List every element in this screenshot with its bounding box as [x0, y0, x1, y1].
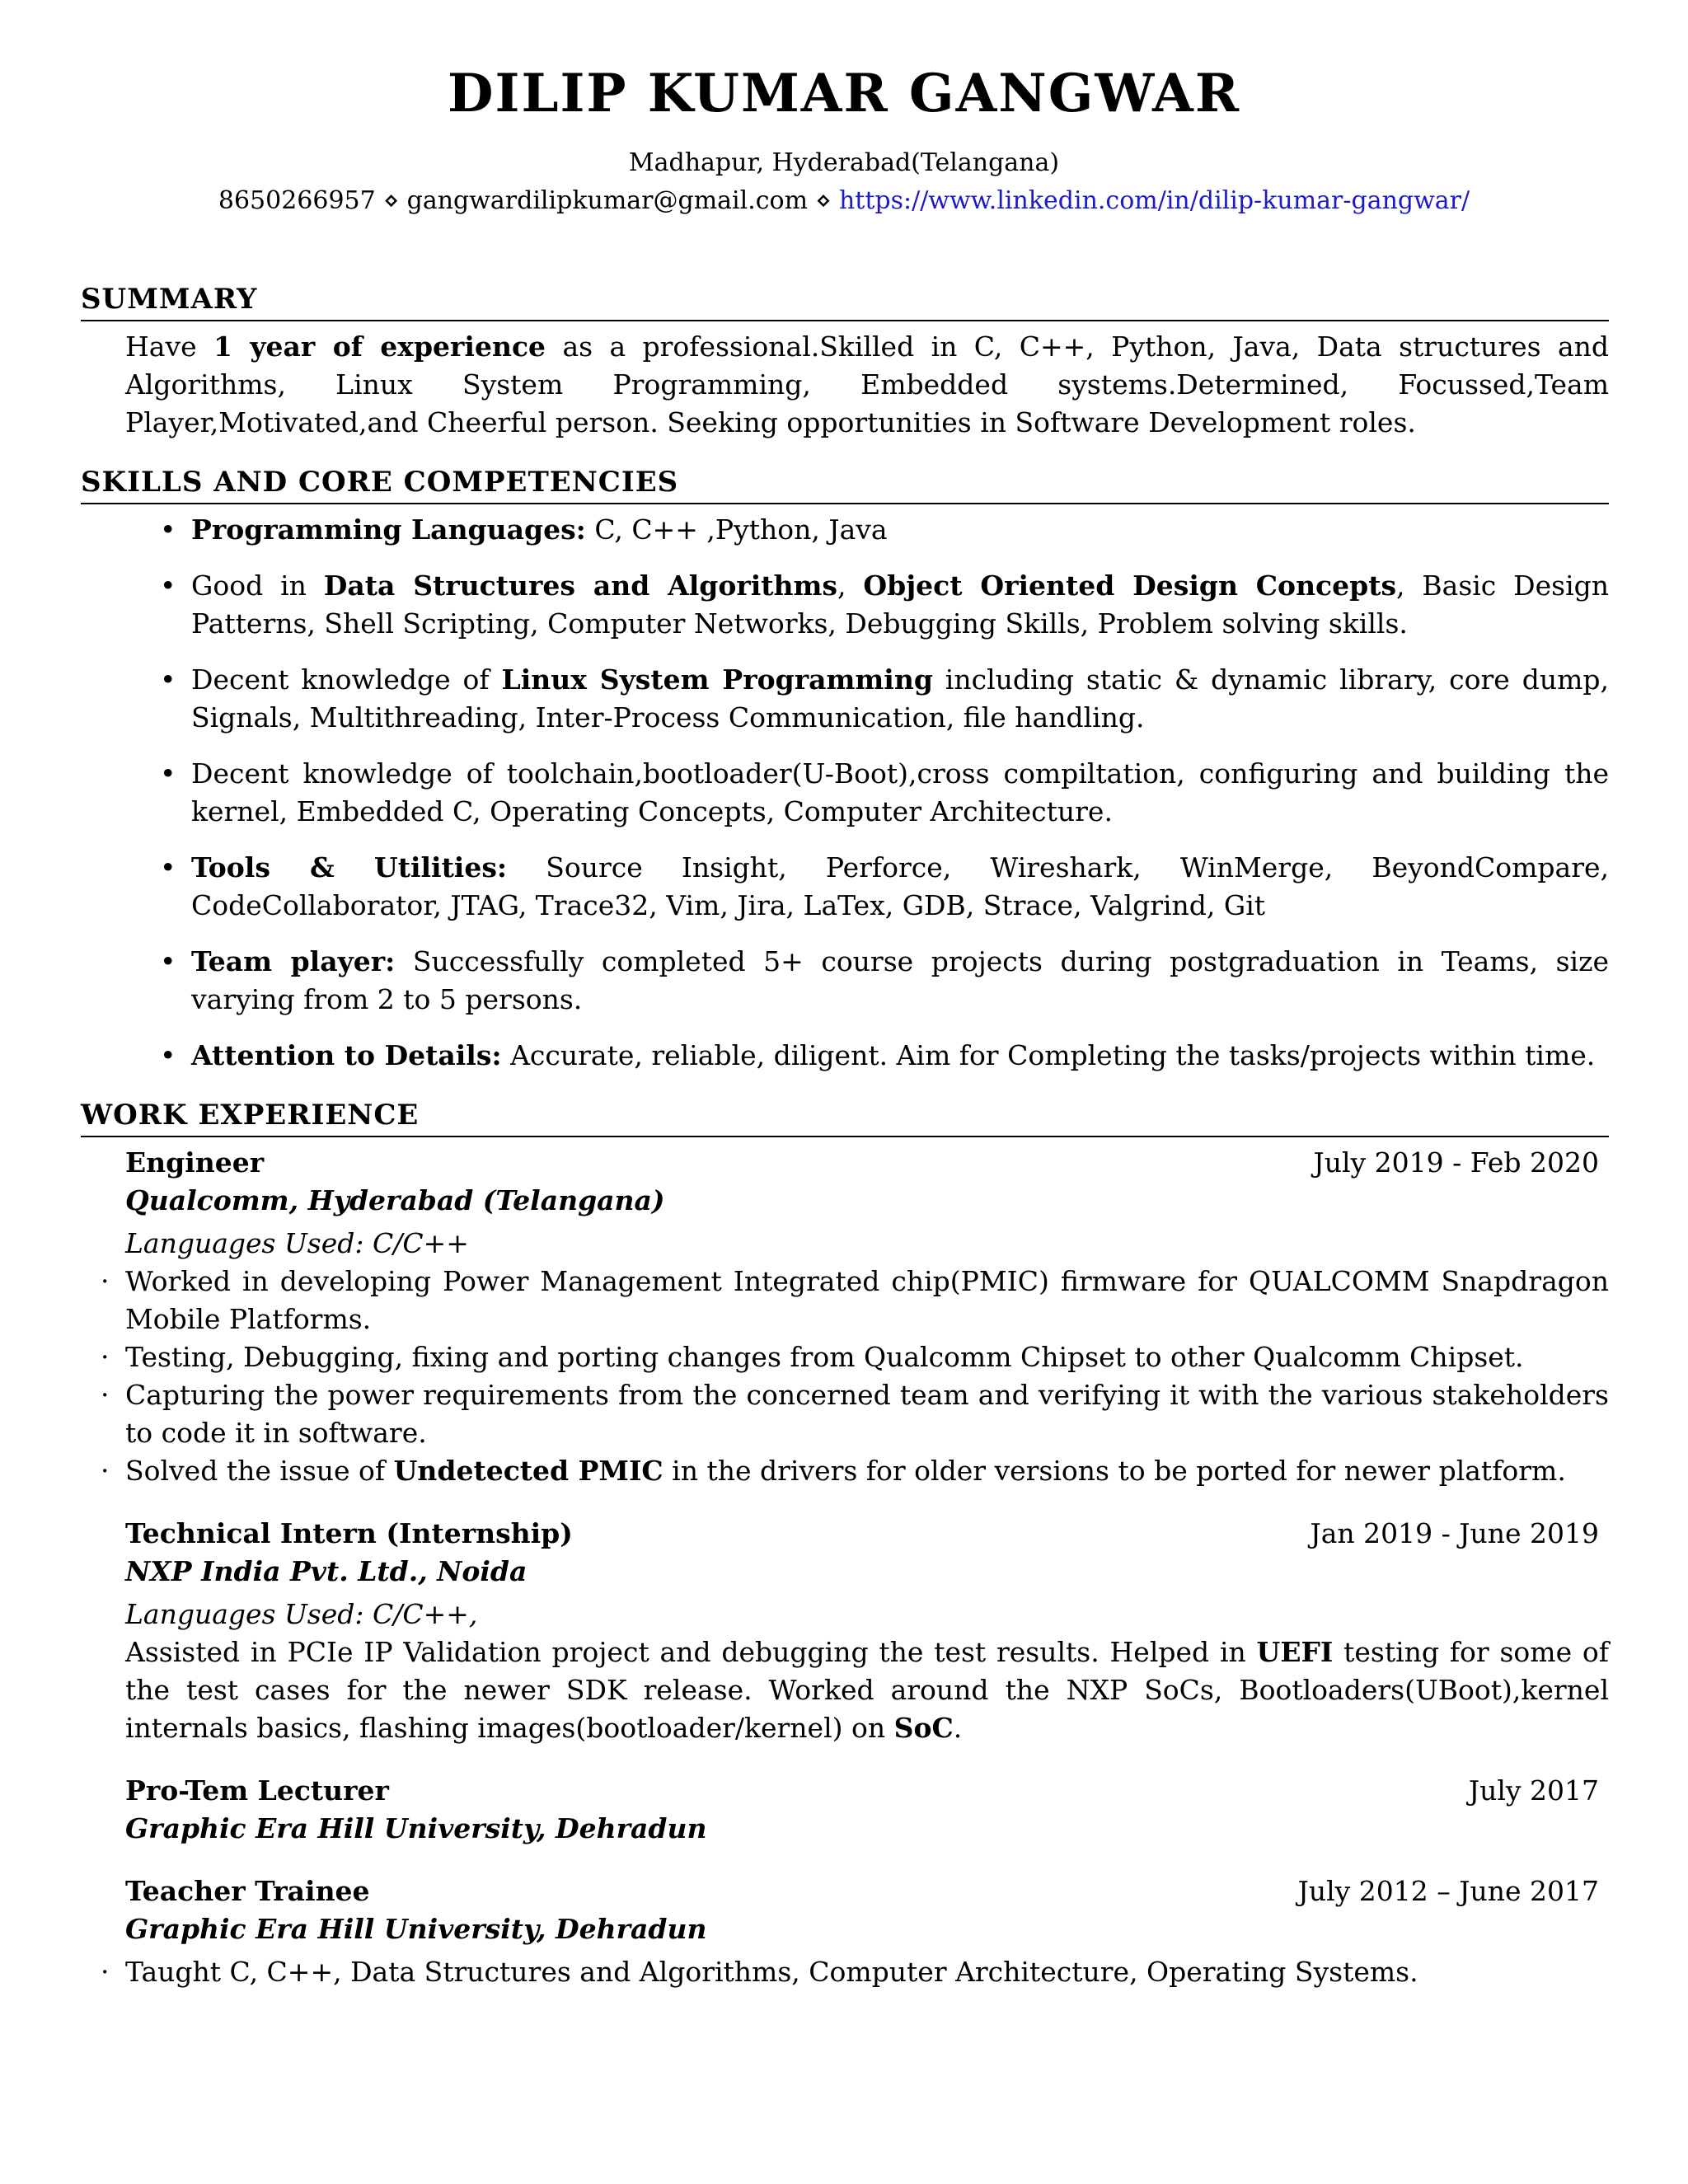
list-item — [191, 1037, 1609, 1075]
text: , — [837, 569, 864, 602]
job-company: Qualcomm, Hyderabad (Telangana) — [125, 1184, 665, 1216]
skills-section — [81, 463, 1609, 1075]
job-entry — [81, 1144, 1609, 1490]
bold-text: SoC — [893, 1712, 954, 1744]
text: as a professional.Skilled in C, C++, Python, Java, Data structures and Algorithms, Linux System Programming, Embedded systems.Determined, Focussed,Team Player,Motivated,and Cheerful person. Seeking opportunities in Software Development roles. — [125, 330, 1609, 438]
email: gangwardilipkumar@gmail.com — [406, 186, 809, 215]
list-item — [191, 567, 1609, 643]
text: Decent knowledge of toolchain,bootloader(U-Boot),cross compiltation, configuring and building the kernel, Embedded C, Operating Concepts, Computer Architecture. — [191, 757, 1609, 827]
job-bullets — [125, 1263, 1609, 1490]
job-title: Technical Intern (Internship) — [125, 1517, 573, 1549]
job-date: Jan 2019 - June 2019 — [1310, 1517, 1599, 1549]
job-date: July 2012 – June 2017 — [1297, 1875, 1599, 1907]
list-item — [191, 943, 1609, 1019]
list-item — [125, 1452, 1609, 1490]
bold-text: Object Oriented Design Concepts — [863, 569, 1397, 602]
text: in the drivers for older versions to be ported for newer platform. — [663, 1455, 1566, 1487]
phone: 8650266957 — [218, 186, 376, 215]
section-title-skills: SKILLS AND CORE COMPETENCIES — [81, 463, 1609, 504]
job-title: Pro-Tem Lecturer — [125, 1774, 389, 1807]
text: , Basic Design Patterns, Shell Scripting, Computer Networks, Debugging Skills, Problem solving skills. — [191, 569, 1609, 640]
text: Assisted in PCIe IP Validation project and debugging the test results. Helped in — [125, 1636, 1257, 1668]
separator: ⋄ — [815, 186, 832, 215]
text: Source Insight, Perforce, Wireshark, WinMerge, BeyondCompare, CodeCollaborator, JTAG, Trace32, Vim, Jira, LaTex, GDB, Strace, Valgrind, Git — [191, 851, 1610, 921]
text: testing for some of the test cases for the newer SDK release. Worked around the NXP SoCs, Bootloaders(UBoot),kernel internals basics, flashing images(bootloader/kernel) on — [125, 1636, 1609, 1744]
bold-text: Undetected PMIC — [393, 1455, 663, 1487]
separator: ⋄ — [383, 186, 400, 215]
section-title-summary: SUMMARY — [81, 280, 1609, 321]
section-title-work: WORK EXPERIENCE — [81, 1096, 1609, 1137]
list-item — [191, 661, 1609, 737]
list-item: · Worked in developing Power Management Integrated chip(PMIC) firmware for QUALCOMM Snapdragon Mobile Platforms. — [125, 1263, 1609, 1338]
bold-text: 1 year of experience — [213, 330, 546, 363]
job-title: Teacher Trainee — [125, 1875, 370, 1907]
job-languages: Languages Used: C/C++, — [125, 1598, 478, 1630]
job-header — [125, 1772, 1609, 1810]
location: Madhapur, Hyderabad(Telangana) — [628, 148, 1060, 177]
summary-text — [81, 328, 1609, 442]
linkedin-link[interactable]: https://www.linkedin.com/in/dilip-kumar-gangwar/ — [838, 186, 1470, 215]
job-date: July 2019 - Feb 2020 — [1313, 1146, 1599, 1179]
bold-text: Team player: — [191, 945, 396, 977]
job-bullets — [125, 1953, 1609, 1991]
job-company: NXP India Pvt. Ltd., Noida — [125, 1555, 528, 1587]
text: Have — [125, 330, 214, 363]
candidate-name: DILIP KUMAR GANGWAR — [448, 63, 1240, 124]
job-header — [125, 1144, 1609, 1182]
skills-list — [81, 511, 1609, 1075]
job-entry — [81, 1772, 1609, 1848]
text: Good in — [191, 569, 324, 602]
list-item: · Taught C, C++, Data Structures and Algorithms, Computer Architecture, Operating Systems. — [125, 1953, 1609, 1991]
job-description — [125, 1633, 1609, 1747]
summary-section — [81, 280, 1609, 442]
resume-body — [81, 280, 1609, 2016]
list-item: · Testing, Debugging, fixing and porting changes from Qualcomm Chipset to other Qualcomm Chipset. — [125, 1338, 1609, 1376]
text: Accurate, reliable, diligent. Aim for Completing the tasks/projects within time. — [501, 1039, 1596, 1071]
job-entry — [81, 1515, 1609, 1747]
list-item — [191, 755, 1609, 831]
list-item — [191, 511, 1609, 549]
job-header — [125, 1515, 1609, 1553]
text: Solved the issue of — [125, 1455, 394, 1487]
text: Successfully completed 5+ course projects during postgraduation in Teams, size varying from 2 to 5 persons. — [191, 945, 1610, 1015]
resume-header — [0, 63, 1688, 220]
bold-text: Programming Languages: — [191, 513, 586, 546]
job-date: July 2017 — [1468, 1774, 1599, 1807]
text: C, C++ ,Python, Java — [585, 513, 888, 546]
text: Decent knowledge of — [191, 663, 502, 696]
list-item — [191, 849, 1609, 925]
job-header — [125, 1872, 1609, 1910]
work-section — [81, 1096, 1609, 1991]
job-languages: Languages Used: C/C++ — [125, 1227, 469, 1259]
bold-text: UEFI — [1256, 1636, 1334, 1668]
contact-line — [0, 182, 1688, 220]
bold-text: Attention to Details: — [191, 1039, 502, 1071]
text: . — [953, 1712, 963, 1744]
job-company: Graphic Era Hill University, Dehradun — [125, 1812, 707, 1844]
text: including static & dynamic library, core dump, Signals, Multithreading, Inter-Process Communication, file handling. — [191, 663, 1610, 733]
job-company: Graphic Era Hill University, Dehradun — [125, 1913, 707, 1945]
list-item: · Capturing the power requirements from the concerned team and verifying it with the various stakeholders to code it in software. — [125, 1376, 1609, 1452]
job-title: Engineer — [125, 1146, 265, 1179]
bold-text: Linux System Programming — [501, 663, 933, 696]
bold-text: Data Structures and Algorithms — [323, 569, 838, 602]
bold-text: Tools & Utilities: — [191, 851, 508, 883]
job-entry — [81, 1872, 1609, 1991]
